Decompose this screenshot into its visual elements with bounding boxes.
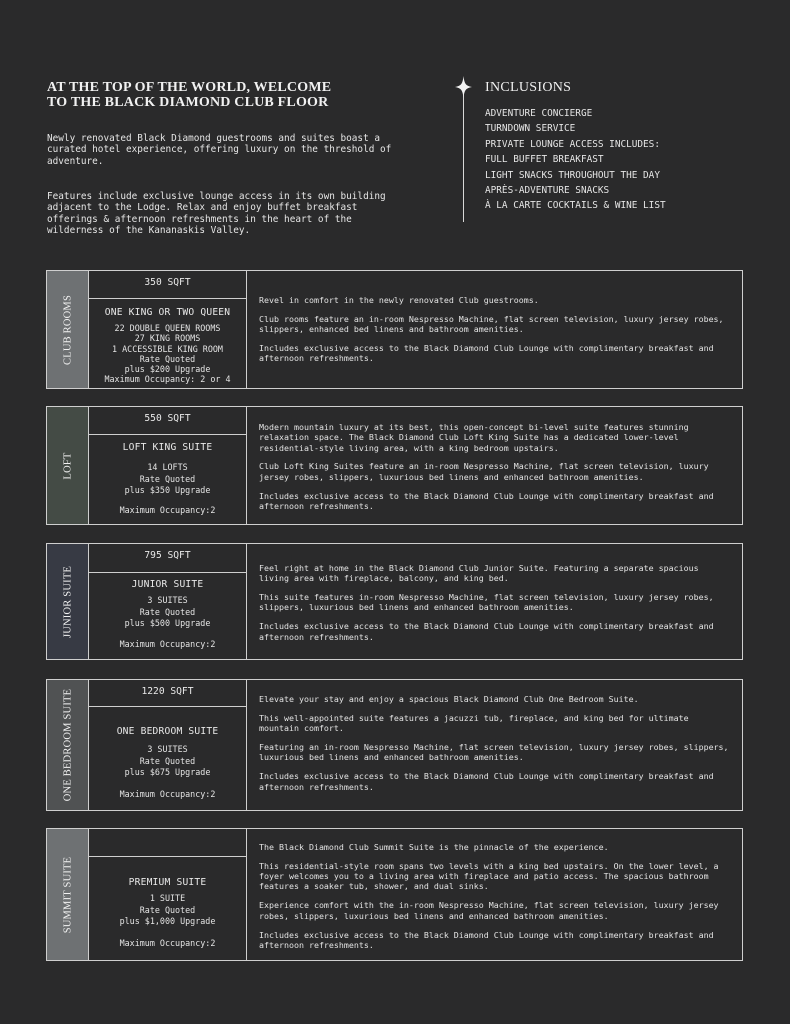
room-details: 3 SUITES Rate Quoted plus $500 Upgrade <box>124 595 211 628</box>
room-type: LOFT KING SUITE <box>122 442 213 453</box>
room-card-club-rooms <box>46 270 743 389</box>
room-tab <box>47 271 89 388</box>
room-sqft: 550 SQFT <box>89 407 246 435</box>
room-type: JUNIOR SUITE <box>131 579 204 590</box>
room-tab-label: ONE BEDROOM SUITE <box>62 688 73 802</box>
description-paragraph: This suite features in-room Nespresso Machine, flat screen television, luxury jersey robes, slippers, luxurious bed linens and enhanced bathroom amenities. <box>259 592 714 613</box>
intro-paragraph: Features include exclusive lounge access in its own building adjacent to the Lodge. Relax and enjoy buffet breakfast offerings & afternoon refreshments in the heart of the wilderness of the Kananaskis Valley. <box>47 190 386 236</box>
description-paragraph: Includes exclusive access to the Black Diamond Club Lounge with complimentary breakfast and afternoon refreshments. <box>259 621 714 642</box>
room-occupancy: Maximum Occupancy:2 <box>119 789 216 799</box>
inclusions-list <box>485 106 666 214</box>
room-sqft: 795 SQFT <box>89 544 246 573</box>
room-tab-label: SUMMIT SUITE <box>62 856 73 933</box>
room-tab <box>47 680 89 810</box>
description-paragraph: Club Loft King Suites feature an in-room Nespresso Machine, flat screen television, luxury jersey robes, slippers, luxurious bed linens and enhanced bathroom amenities. <box>259 461 709 482</box>
room-details: 14 LOFTS Rate Quoted plus $350 Upgrade <box>124 462 211 495</box>
description-paragraph: Elevate your stay and enjoy a spacious Black Diamond Club One Bedroom Suite. <box>259 694 639 704</box>
room-description <box>259 842 730 959</box>
description-paragraph: Modern mountain luxury at its best, this open-concept bi-level suite features stunning relaxation space. The Black Diamond Club Loft King Suite has a dedicated lower-level residential-style living area, with a king bedroom upstairs. <box>259 422 689 453</box>
description-paragraph: Club rooms feature an in-room Nespresso Machine, flat screen television, luxury jersey robes, slippers, enhanced bed linens and bathroom amenities. <box>259 313 724 335</box>
page-headline: AT THE TOP OF THE WORLD, WELCOME TO THE BLACK DIAMOND CLUB FLOOR <box>47 80 332 110</box>
description-paragraph: Includes exclusive access to the Black Diamond Club Lounge with complimentary breakfast and afternoon refreshments. <box>259 490 714 511</box>
room-occupancy: Maximum Occupancy:2 <box>119 505 216 515</box>
inclusion-item: PRIVATE LOUNGE ACCESS INCLUDES: <box>485 138 660 150</box>
room-card-junior-suite <box>46 543 743 660</box>
description-paragraph: Includes exclusive access to the Black Diamond Club Lounge with complimentary breakfast and afternoon refreshments. <box>259 343 714 364</box>
description-paragraph: Revel in comfort in the newly renovated Club guestrooms. <box>259 295 539 305</box>
room-description <box>259 422 730 520</box>
description-paragraph: The Black Diamond Club Summit Suite is the pinnacle of the experience. <box>259 842 609 852</box>
room-tab-label: LOFT <box>62 451 73 480</box>
room-card-loft <box>46 406 743 525</box>
intro-text <box>47 121 442 248</box>
room-description <box>259 295 730 372</box>
room-occupancy: Maximum Occupancy:2 <box>119 639 216 649</box>
room-tab-label: CLUB ROOMS <box>62 294 73 365</box>
inclusion-item: FULL BUFFET BREAKFAST <box>485 154 604 166</box>
room-card-summit-suite <box>46 828 743 961</box>
room-info <box>89 829 247 960</box>
room-details: 3 SUITES Rate Quoted plus $675 Upgrade <box>124 744 211 777</box>
room-tab <box>47 829 89 960</box>
vertical-divider <box>463 90 464 222</box>
description-paragraph: Includes exclusive access to the Black Diamond Club Lounge with complimentary breakfast and afternoon refreshments. <box>259 929 714 950</box>
room-type: ONE KING OR TWO QUEEN <box>104 307 231 318</box>
room-type: ONE BEDROOM SUITE <box>116 726 219 737</box>
room-sqft <box>89 829 246 857</box>
room-card-one-bedroom-suite <box>46 679 743 811</box>
description-paragraph: Includes exclusive access to the Black Diamond Club Lounge with complimentary breakfast and afternoon refreshments. <box>259 771 714 792</box>
inclusion-item: APRÈS-ADVENTURE SNACKS <box>485 185 610 197</box>
description-paragraph: This well-appointed suite features a jacuzzi tub, fireplace, and king bed for ultimate mountain comfort. <box>259 712 689 734</box>
room-details: 1 SUITE Rate Quoted plus $1,000 Upgrade <box>119 893 216 926</box>
room-sqft: 1220 SQFT <box>89 680 246 707</box>
intro-paragraph: Newly renovated Black Diamond guestrooms and suites boast a curated hotel experience, offering luxury on the threshold of adventure. <box>47 132 392 167</box>
room-info <box>89 271 247 388</box>
room-type: PREMIUM SUITE <box>128 877 207 888</box>
room-tab <box>47 544 89 659</box>
room-occupancy: Maximum Occupancy:2 <box>119 938 216 948</box>
room-description <box>259 563 730 651</box>
inclusion-item: LIGHT SNACKS THROUGHOUT THE DAY <box>485 169 660 181</box>
room-info <box>89 544 247 659</box>
room-sqft: 350 SQFT <box>89 271 246 299</box>
room-tab <box>47 407 89 524</box>
inclusion-item: TURNDOWN SERVICE <box>485 123 576 135</box>
inclusion-item: ADVENTURE CONCIERGE <box>485 108 593 119</box>
room-info <box>89 407 247 524</box>
description-paragraph: Featuring an in-room Nespresso Machine, flat screen television, luxury jersey robes, slippers, luxurious bed linens and enhanced bathroom amenities. <box>259 742 729 763</box>
description-paragraph: Experience comfort with the in-room Nespresso Machine, flat screen television, luxury jersey robes, slippers, luxurious bed linens and enhanced bathroom amenities. <box>259 900 719 921</box>
inclusion-item: À LA CARTE COCKTAILS & WINE LIST <box>485 200 666 212</box>
sparkle-icon <box>455 76 472 98</box>
inclusions-title: INCLUSIONS <box>485 80 572 95</box>
room-details: 22 DOUBLE QUEEN ROOMS 27 KING ROOMS 1 ACCESSIBLE KING ROOM Rate Quoted plus $200 Upgrade Maximum Occupancy: 2 or 4 <box>104 323 231 385</box>
description-paragraph: Feel right at home in the Black Diamond Club Junior Suite. Featuring a separate spacious living area with fireplace, balcony, and king bed. <box>259 563 699 584</box>
room-tab-label: JUNIOR SUITE <box>62 565 73 638</box>
description-paragraph: This residential-style room spans two levels with a king bed upstairs. On the lower level, a foyer welcomes you to a living area with fireplace and patio access. The spacious bathroom features a soaker tub, shower, and dual sinks. <box>259 860 719 892</box>
room-description <box>259 694 730 800</box>
room-info <box>89 680 247 810</box>
